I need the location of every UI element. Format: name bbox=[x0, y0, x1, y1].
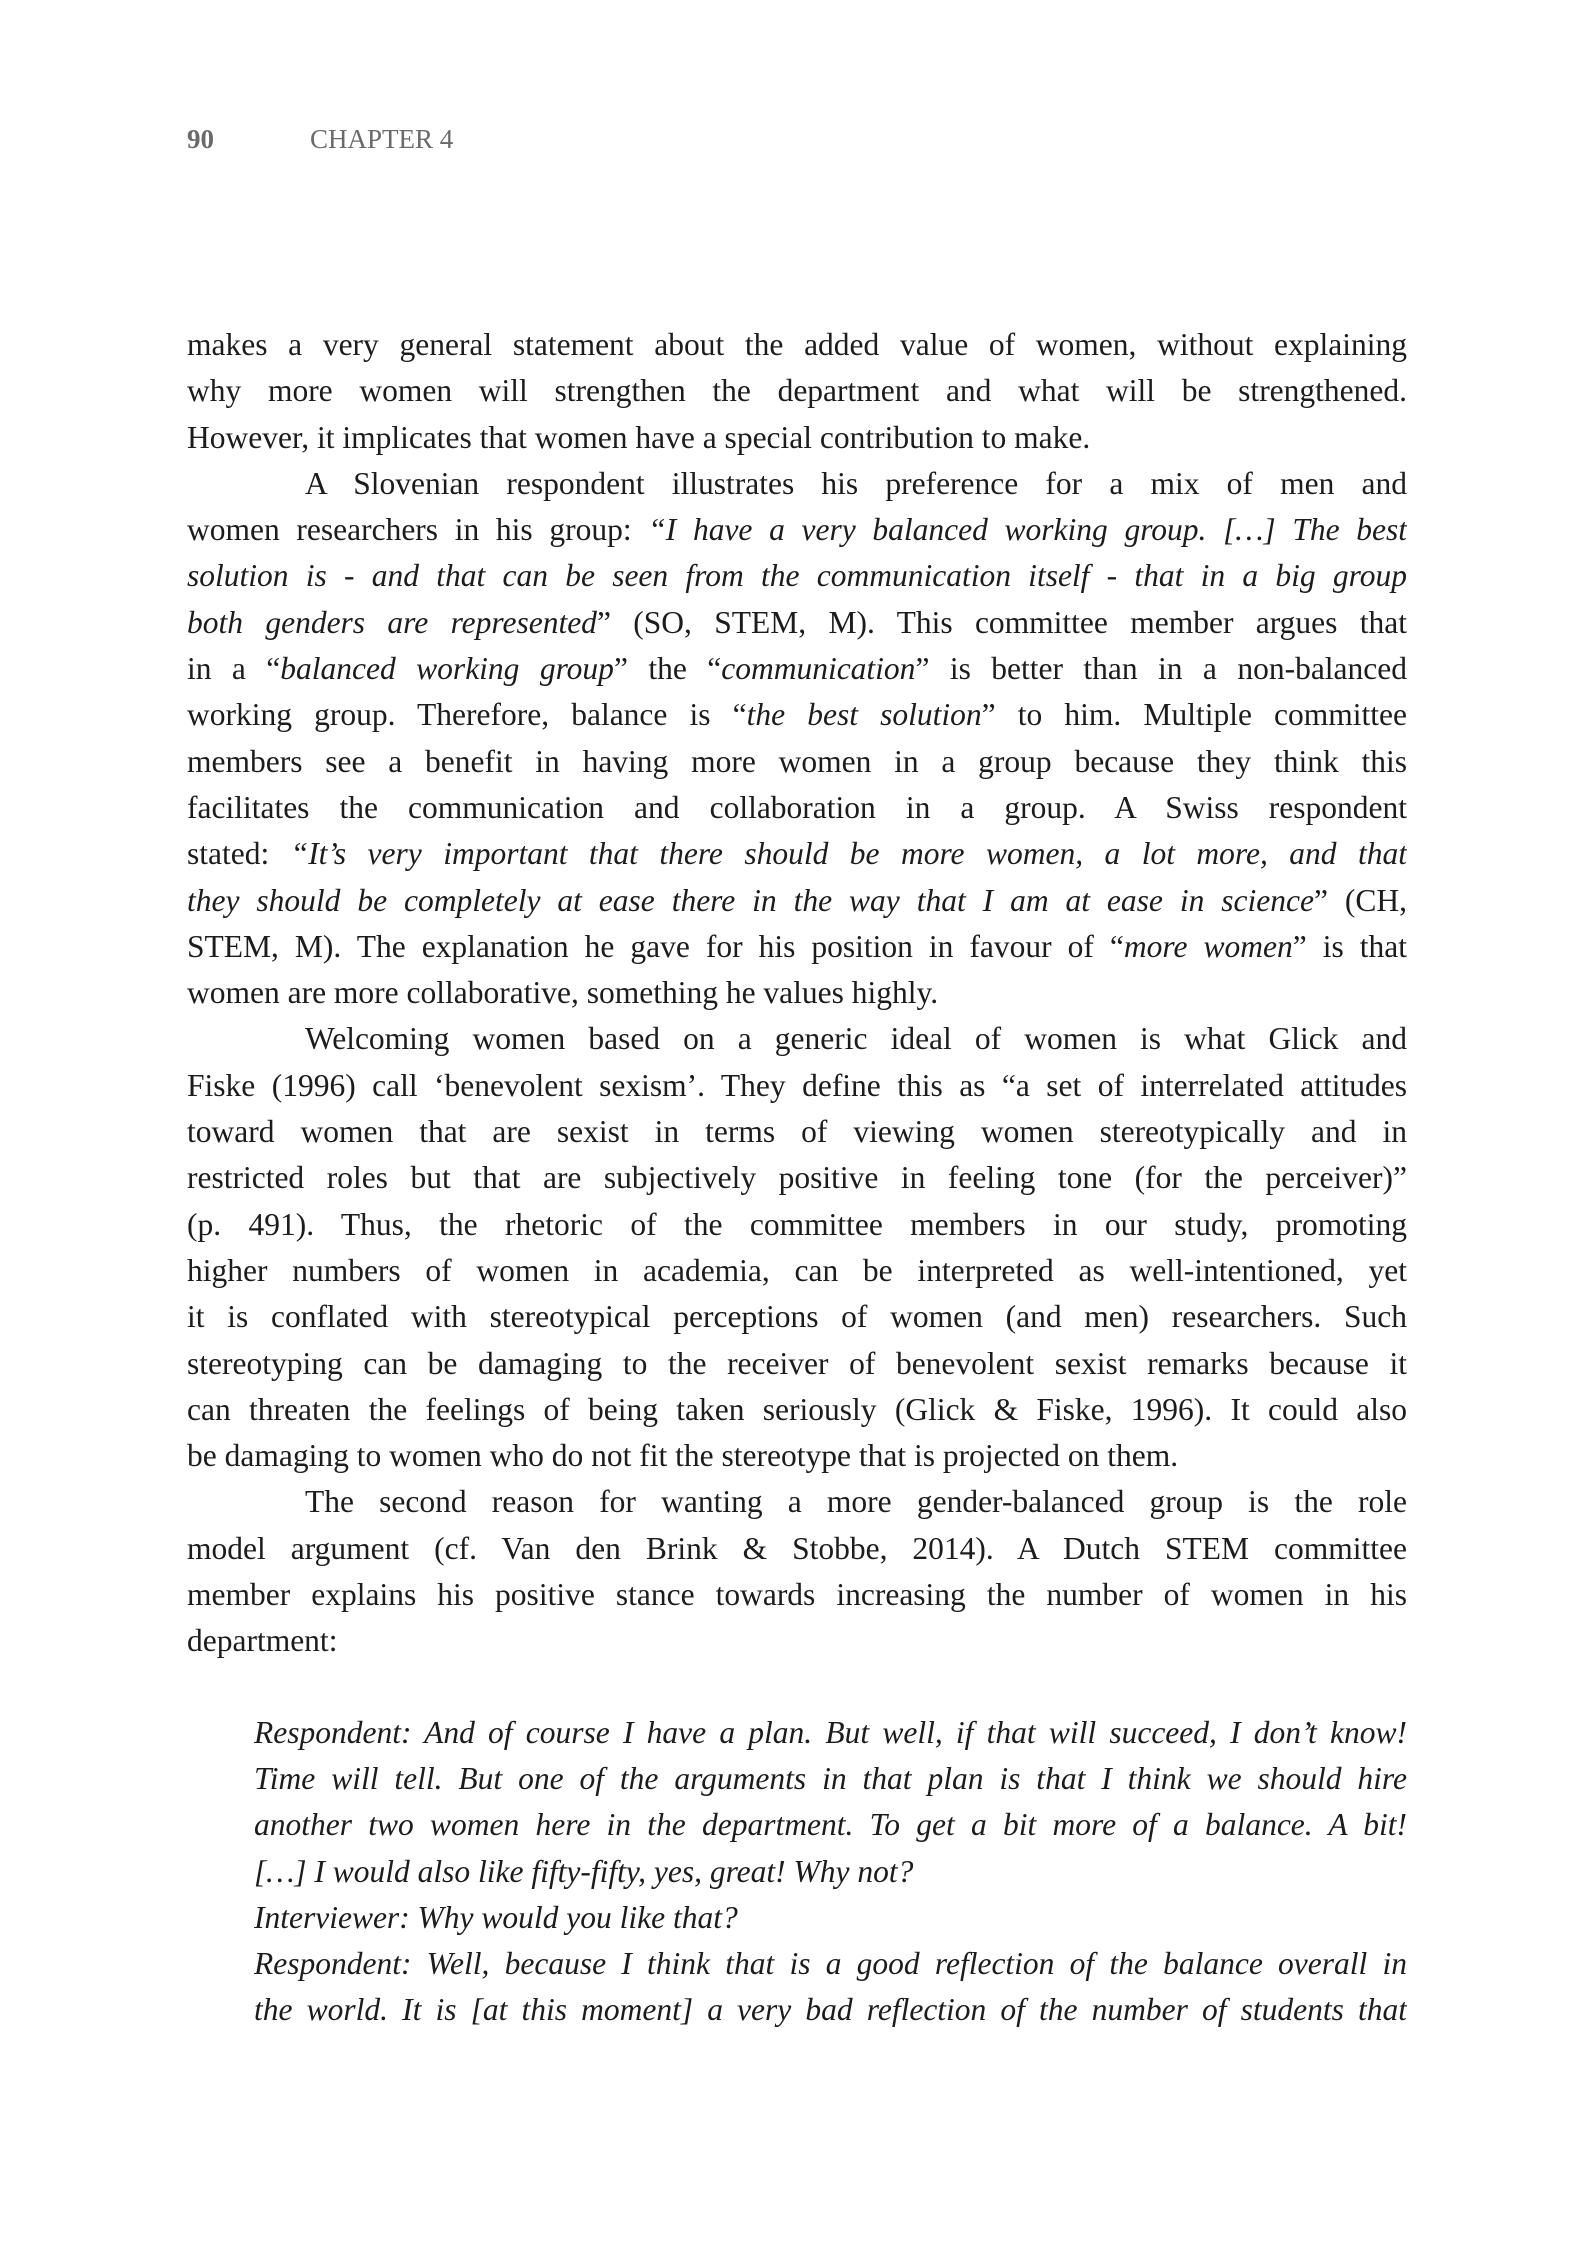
body-line bbox=[187, 878, 1407, 924]
body-line bbox=[187, 646, 1407, 692]
text-run: Fiske (1996) call ‘benevolent sexism’. They define this as “a set of interrelated attitudes bbox=[187, 1067, 1407, 1103]
text-run: However, it implicates that women have a special contribution to make. bbox=[187, 419, 1091, 455]
italic-text: the world. It is [at this moment] a very bad reflection of the number of students that bbox=[254, 1992, 1407, 2028]
italic-text: “I have a very balanced working group. […] The best bbox=[648, 512, 1407, 548]
interview-block-quote bbox=[254, 1710, 1407, 2033]
body-line bbox=[187, 1202, 1407, 1248]
body-line bbox=[187, 1572, 1407, 1618]
body-line bbox=[187, 553, 1407, 599]
text-run: ” to him. Multiple committee bbox=[981, 697, 1407, 733]
running-header-chapter: CHAPTER 4 bbox=[310, 124, 454, 154]
text-run: A Slovenian respondent illustrates his preference for a mix of men and bbox=[305, 465, 1407, 501]
italic-text: the best solution bbox=[746, 697, 982, 733]
body-line bbox=[187, 1016, 1407, 1062]
quote-line bbox=[254, 1756, 1407, 1802]
body-line bbox=[187, 1479, 1407, 1525]
body-line bbox=[187, 507, 1407, 553]
body-line bbox=[187, 1109, 1407, 1155]
italic-text: they should be completely at ease there in the way that I am at ease in science bbox=[187, 882, 1314, 918]
body-text bbox=[187, 322, 1407, 1665]
text-run: ” is that bbox=[1292, 928, 1407, 964]
body-line bbox=[187, 1618, 1407, 1664]
italic-text: more women bbox=[1123, 928, 1293, 964]
text-run: be damaging to women who do not fit the stereotype that is projected on them. bbox=[187, 1438, 1179, 1474]
body-line bbox=[187, 831, 1407, 877]
italic-text: Respondent: And of course I have a plan. But well, if that will succeed, I don’t know! bbox=[254, 1715, 1407, 1750]
italic-text: communication bbox=[721, 651, 916, 687]
italic-text: balanced working group bbox=[280, 651, 614, 687]
text-run: The second reason for wanting a more gender-balanced group is the role bbox=[305, 1484, 1407, 1520]
body-line bbox=[187, 600, 1407, 646]
text-run: model argument (cf. Van den Brink & Stobbe, 2014). A Dutch STEM committee bbox=[187, 1530, 1407, 1566]
text-run: ” (SO, STEM, M). This committee member argues that bbox=[596, 604, 1407, 640]
quote-line bbox=[254, 1941, 1407, 1987]
body-line bbox=[187, 368, 1407, 414]
italic-text: solution is - and that can be seen from the communication itself - that in a big group bbox=[187, 558, 1407, 594]
body-line bbox=[187, 739, 1407, 785]
text-run: department: bbox=[187, 1623, 338, 1659]
text-run: restricted roles but that are subjectively positive in feeling tone (for the perceiver)” bbox=[187, 1160, 1407, 1196]
italic-text: Interviewer: Why would you like that? bbox=[254, 1899, 738, 1935]
italic-text: both genders are represented bbox=[187, 604, 597, 640]
text-run: women are more collaborative, something he values highly. bbox=[187, 975, 939, 1011]
body-line bbox=[187, 1433, 1407, 1479]
quote-line bbox=[254, 1710, 1407, 1756]
text-run: in a “ bbox=[187, 651, 281, 687]
text-run: Welcoming women based on a generic ideal of women is what Glick and bbox=[305, 1021, 1407, 1057]
body-line bbox=[187, 692, 1407, 738]
body-line bbox=[187, 1526, 1407, 1572]
body-line bbox=[187, 1387, 1407, 1433]
body-line bbox=[187, 415, 1407, 461]
text-run: STEM, M). The explanation he gave for his position in favour of “ bbox=[187, 928, 1124, 964]
text-run: ” (CH, bbox=[1313, 882, 1407, 918]
text-run: makes a very general statement about the added value of women, without explaining bbox=[187, 327, 1407, 362]
text-run: toward women that are sexist in terms of viewing women stereotypically and in bbox=[187, 1114, 1407, 1150]
text-run: member explains his positive stance towards increasing the number of women in his bbox=[187, 1577, 1407, 1613]
body-line bbox=[187, 1248, 1407, 1294]
text-run: facilitates the communication and collaboration in a group. A Swiss respondent bbox=[187, 789, 1407, 825]
italic-text: Respondent: Well, because I think that is a good reflection of the balance overall in bbox=[254, 1945, 1407, 1981]
body-line bbox=[187, 785, 1407, 831]
italic-text: […] I would also like fifty-fifty, yes, great! Why not? bbox=[254, 1853, 914, 1889]
text-run: members see a benefit in having more women in a group because they think this bbox=[187, 743, 1407, 779]
text-run: can threaten the feelings of being taken seriously (Glick & Fiske, 1996). It could also bbox=[187, 1391, 1407, 1427]
body-line bbox=[187, 1341, 1407, 1387]
italic-text: “It’s very important that there should be more women, a lot more, and that bbox=[290, 836, 1407, 872]
text-run: women researchers in his group: bbox=[187, 512, 649, 548]
quote-line bbox=[254, 1895, 1407, 1941]
text-run: ” the “ bbox=[613, 651, 722, 687]
quote-line bbox=[254, 1849, 1407, 1895]
text-run: higher numbers of women in academia, can be interpreted as well-intentioned, yet bbox=[187, 1252, 1407, 1288]
italic-text: another two women here in the department. To get a bit more of a balance. A bit! bbox=[254, 1807, 1407, 1843]
text-run: stereotyping can be damaging to the receiver of benevolent sexist remarks because it bbox=[187, 1345, 1407, 1381]
quote-line bbox=[254, 1987, 1407, 2033]
body-line bbox=[187, 461, 1407, 507]
text-run: stated: bbox=[187, 836, 291, 872]
italic-text: Time will tell. But one of the arguments in that plan is that I think we should hire bbox=[254, 1761, 1407, 1797]
body-line bbox=[187, 1155, 1407, 1201]
text-run: working group. Therefore, balance is “ bbox=[187, 697, 747, 733]
body-line bbox=[187, 970, 1407, 1016]
text-run: (p. 491). Thus, the rhetoric of the committee members in our study, promoting bbox=[187, 1206, 1407, 1242]
body-line bbox=[187, 1294, 1407, 1340]
text-run: it is conflated with stereotypical perceptions of women (and men) researchers. Such bbox=[187, 1299, 1407, 1335]
body-line bbox=[187, 322, 1407, 368]
page-number: 90 bbox=[187, 124, 214, 154]
body-line bbox=[187, 1063, 1407, 1109]
quote-line bbox=[254, 1802, 1407, 1848]
text-run: why more women will strengthen the department and what will be strengthened. bbox=[187, 373, 1407, 409]
body-line bbox=[187, 924, 1407, 970]
text-run: ” is better than in a non-balanced bbox=[915, 651, 1407, 687]
